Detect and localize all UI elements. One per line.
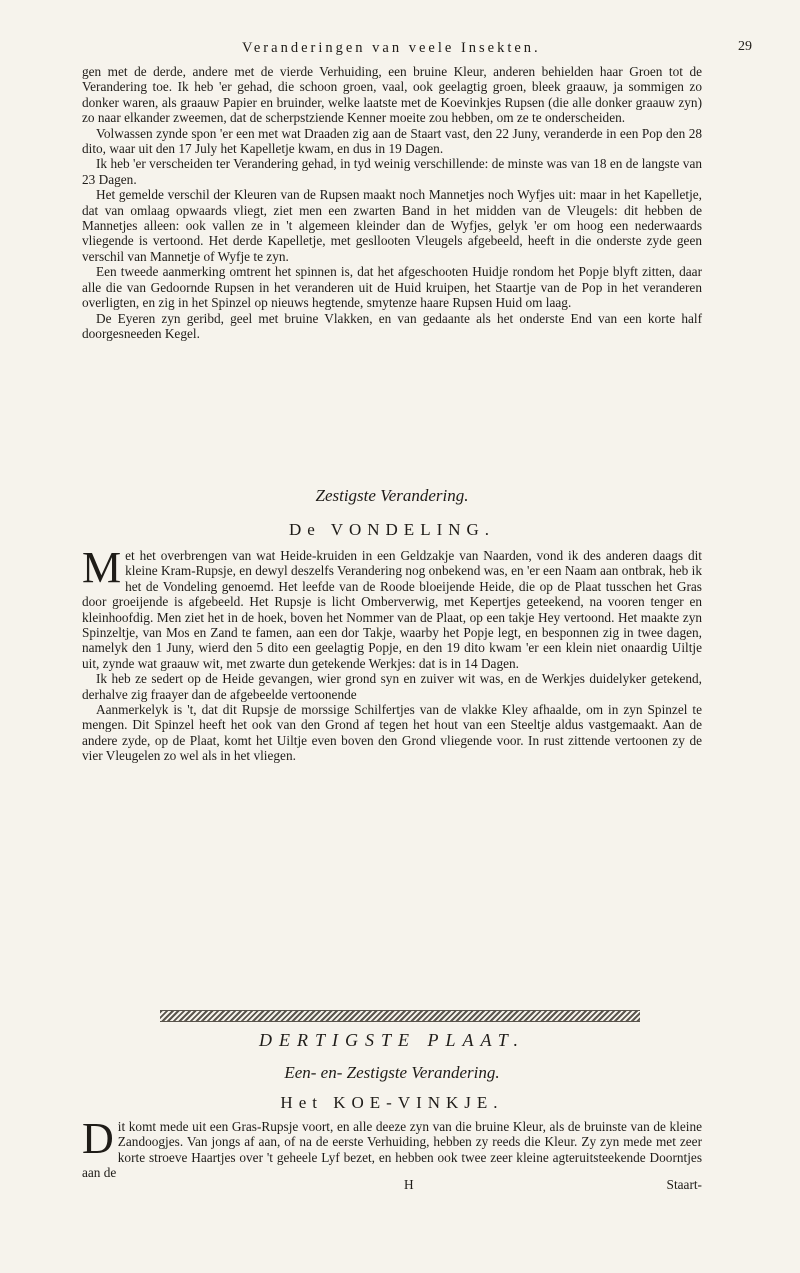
plate-heading: DERTIGSTE PLAAT. — [258, 1030, 525, 1050]
paragraph: Ik heb 'er verscheiden ter Verandering gehad, in tyd weinig verschillende: de minste was van 18 en de langste van 23 Dagen. — [82, 156, 702, 187]
paragraph: Een tweede aanmerking omtrent het spinnen is, dat het afgeschooten Huidje rondom het Popje blyft zitten, daar alle die van Gedoornde Rupsen in het veranderen uit de Huid kruipen, het Staartje van de Pop in het veranderen overligten, en zig in het Spinzel op nieuws hegtende, smytenze haare Rupsen Huid om laag. — [82, 264, 702, 311]
section-title: De VONDELING. — [288, 520, 496, 539]
paragraph-text: et het overbrengen van wat Heide-kruiden in een Geldzakje van Naarden, vond ik des anderen daags dit kleine Kram-Rupsje, en dewyl deszelfs Verandering nog onbekend was, en 'er een Naam aan ontbrak, heb ik het de Vondeling genoemd. Het leefde van de Roode bloeijende Heide, die op de Plaat tusschen het Gras door groeijende is afgebeeld. Het Rupsje is licht Omberverwig, met Kepertjes geteekend, na vooren tenger en kleinhoofdig. Men ziet het in de hoek, boven het Nommer van de Plaat, op een takje Hey vertoond. Het maakte zyn Spinzeltje, van Mos en Zand te famen, aan een dor Takje, waarby het Popje legt, en besponnen zig in twee dagen, namelyk den 1 Juny, wierd den 5 dito een geelagtig Popje, en den 19 dito kwam 'er een klein niet onaardig Uiltje uit, zynde wat graauw wit, met zwarte dun getekende Werkjes: dat is in 14 Dagen. — [82, 548, 702, 671]
paragraph: Aanmerkelyk is 't, dat dit Rupsje de morssige Schilfertjes van de vlakke Kley afhaalde, om in zyn Spinzel te mengen. Dit Spinzel heeft het ook van den Grond af tegen het hout van een Steeltje aldus vastgemaakt. Aan de andere zyde, op de Plaat, komt het Uiltje even boven den Grond vliegende voor. In rust zittende vertoonen zy de vier Vleugelen zo wel als in het vliegen. — [82, 702, 702, 764]
paragraph — [82, 543, 702, 671]
section-heading: Een- en- Zestigste Verandering. — [284, 1063, 500, 1082]
paragraph: gen met de derde, andere met de vierde Verhuiding, een bruine Kleur, anderen behielden haar Groen tot de Verandering toe. Ik heb 'er gehad, die schoon groen, vaal, ook geelagtig groen, bleek graauw, ja sommigen zo donker waren, als graauw Papier en bruinder, welke laatste met de Koevinkjes Rupsen (die alle donker graauw zyn) zo naar elkander zweemen, dat de scherpstziende Kenner moeite zou hebben, om ze te onderscheiden. — [82, 64, 702, 126]
running-head — [242, 40, 760, 57]
page-number: 29 — [738, 39, 752, 54]
section-continuation — [82, 64, 702, 341]
section-title: Het KOE-VINKJE. — [280, 1093, 504, 1112]
paragraph: Het gemelde verschil der Kleuren van de Rupsen maakt noch Mannetjes noch Wyfjes uit: maar in het Kapelletje, dat van omlaag opwaards vliegt, ziet men een zwarten Band in het midden van de Vleugels: dit hebben de Mannetjes alleen: ook vallen ze in 't algemeen kleinder dan de Wyfjes, gelyk 'er om hoog een nederwaards vliegende is vertoond. Het derde Kapelletje, met gesllooten Vleugels afgebeeld, heeft in die onderste zyde geen verschil van Mannetje of Wyfje te zyn. — [82, 187, 702, 264]
paragraph — [82, 1114, 702, 1181]
drop-capital: M — [82, 543, 122, 592]
paragraph: Ik heb ze sedert op de Heide gevangen, wier grond syn en zuiver wit was, en de Werkjes duidelyker getekend, derhalve zig fraayer dan de afgebeelde vertoonende — [82, 671, 702, 702]
paragraph: De Eyeren zyn geribd, geel met bruine Vlakken, en van gedaante als het onderste End van een korte half doorgesneeden Kegel. — [82, 310, 702, 341]
running-head-title: Veranderingen van veele Insekten. — [242, 40, 541, 56]
paragraph: Volwassen zynde spon 'er een met wat Draaden zig aan de Staart vast, den 22 Juny, veranderde in een Pop den 28 dito, waar uit den 17 July het Kapelletje kwam, en dus in 19 Dagen. — [82, 125, 702, 157]
catchword: Staart- — [666, 1177, 702, 1192]
section-heading: Zestigste Verandering. — [315, 486, 469, 505]
ornament-divider — [160, 1010, 640, 1022]
section-vondeling — [82, 486, 702, 764]
drop-capital: D — [82, 1114, 114, 1163]
signature-mark: H — [404, 1177, 414, 1192]
section-koevinkje — [82, 1030, 702, 1181]
paragraph-text: it komt mede uit een Gras-Rupsje voort, en alle deeze zyn van die bruine Kleur, als de bruinste van de kleine Zandoogjes. Van jongs af aan, of na de eerste Verhuiding, hebben zy reeds die Kleur. Zy zyn mede met zeer korte stroeve Haartjes over 't geheele Lyf bezet, en hebben ook twee zeer kleine agteruitsteekende Doorntjes aan de — [82, 1119, 702, 1181]
